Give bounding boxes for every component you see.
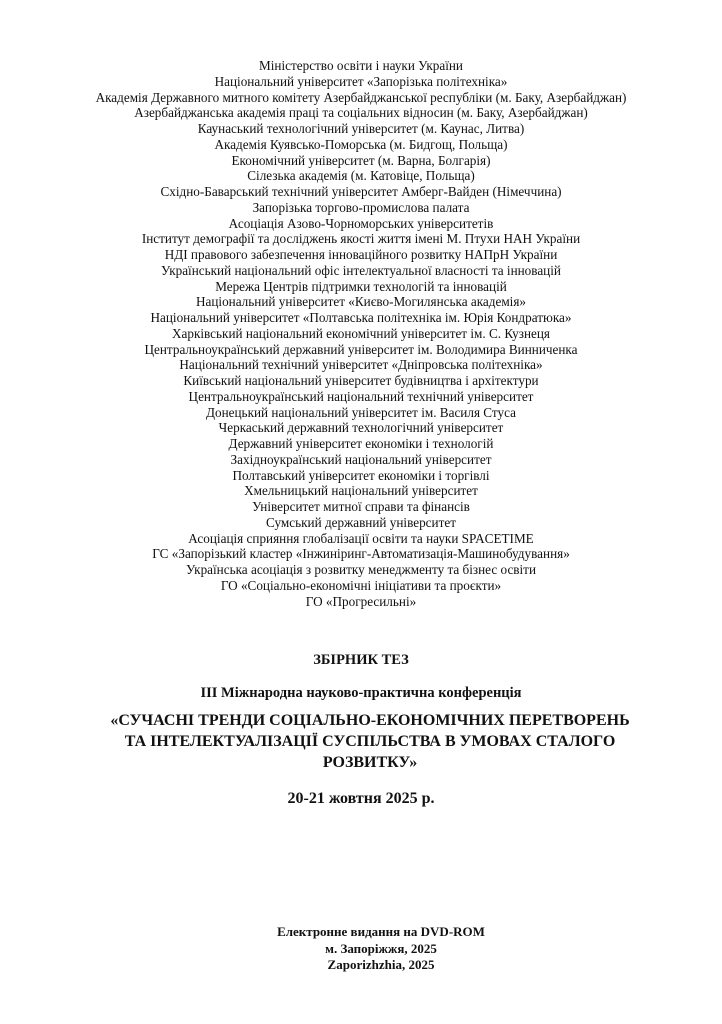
organizer-item: Інститут демографії та досліджень якості життя імені М. Птухи НАН України: [141, 231, 581, 247]
organizer-item: Центральноукраїнський національний технічний університет: [188, 388, 534, 404]
organizer-item: Мережа Центрів підтримки технологій та інновацій: [215, 278, 507, 294]
organizer-item: Економічний університет (м. Варна, Болгарія): [231, 152, 491, 168]
organizer-item: Харківський національний економічний університет ім. С. Кузнеця: [171, 325, 551, 341]
organizer-item: Асоціація Азово-Чорноморських університетів: [228, 215, 494, 231]
organizer-item: Українська асоціація з розвитку менеджменту та бізнес освіти: [185, 562, 537, 577]
organizer-item: Київський національний університет будівництва і архітектури: [183, 373, 539, 388]
organizer-item: Національний університет «Києво-Могилянська академія»: [195, 294, 527, 310]
organizer-item: Полтавський університет економіки і торгівлі: [232, 467, 490, 483]
organizer-item: Донецький національний університет ім. Василя Стуса: [206, 404, 516, 420]
organizer-item: Східно-Баварський технічний університет Амберг-Вайден (Німеччина): [160, 184, 562, 199]
organizer-item: Університет митної справи та фінансів: [252, 499, 470, 514]
publication-info: [20, 924, 722, 974]
organizer-item: ГО «Прогресильні»: [305, 593, 417, 609]
city-year-uk: м. Запоріжжя, 2025: [325, 940, 437, 956]
organizer-item: Національний університет «Запорізька політехніка»: [214, 73, 508, 89]
organizer-item: Державний університет економіки і технологій: [228, 436, 494, 451]
organizer-item: Черкаський державний технологічний університет: [218, 420, 504, 436]
organizer-item: Національний технічний університет «Дніпровська політехніка»: [179, 357, 543, 373]
organizer-item: НДІ правового забезпечення інноваційного розвитку НАПрН України: [164, 247, 558, 262]
organizer-item: Асоціація сприяння глобалізації освіти та науки SPACETIME: [188, 530, 534, 546]
organizer-item: Західноукраїнський національний університет: [230, 451, 492, 467]
organizer-item: Сілезька академія (м. Катовіце, Польща): [247, 168, 475, 184]
organizer-item: ГО «Соціально-економічні ініціативи та проєкти»: [220, 577, 502, 593]
organizer-item: Азербайджанська академія праці та соціальних відносин (м. Баку, Азербайджан): [134, 105, 588, 121]
organizer-item: Центральноукраїнський державний університет ім. Володимира Винниченка: [144, 341, 578, 357]
organizer-item: Академія Державного митного комітету Азербайджанської республіки (м. Баку, Азербайджан): [95, 89, 627, 105]
conference-date: 20-21 жовтня 2025 р.: [287, 790, 435, 807]
organizer-item: ГС «Запорізький кластер «Інжиніринг-Автоматизація-Машинобудування»: [152, 546, 570, 562]
organizer-item: Каунаський технологічний університет (м. Каунас, Литва): [197, 121, 525, 136]
organizer-item: Національний університет «Полтавська політехніка ім. Юрія Кондратюка»: [150, 310, 572, 325]
edition-label: Електронне видання на DVD-ROM: [277, 924, 485, 939]
organizer-item: Сумський державний університет: [266, 514, 456, 530]
organizers-list: [0, 58, 722, 609]
organizer-item: Міністерство освіти і науки України: [259, 58, 463, 73]
organizer-item: Український національний офіс інтелектуальної власності та інновацій: [161, 262, 561, 278]
organizer-item: Хмельницький національний університет: [244, 483, 478, 499]
collection-heading: ЗБІРНИК ТЕЗ: [313, 652, 409, 668]
organizer-item: Академія Куявсько-Поморська (м. Бидгощ, Польща): [214, 136, 508, 152]
organizer-item: Запорізька торгово-промислова палата: [252, 199, 470, 215]
city-year-en: Zaporizhzhia, 2025: [327, 957, 435, 972]
conference-type: ІІІ Міжнародна науково-практична конференція: [200, 685, 522, 701]
conference-title: «СУЧАСНІ ТРЕНДИ СОЦІАЛЬНО-ЕКОНОМІЧНИХ ПЕРЕТВОРЕНЬ ТА ІНТЕЛЕКТУАЛІЗАЦІЇ СУСПІЛЬСТВА В УМОВАХ СТАЛОГО РОЗВИТКУ»: [110, 712, 630, 771]
